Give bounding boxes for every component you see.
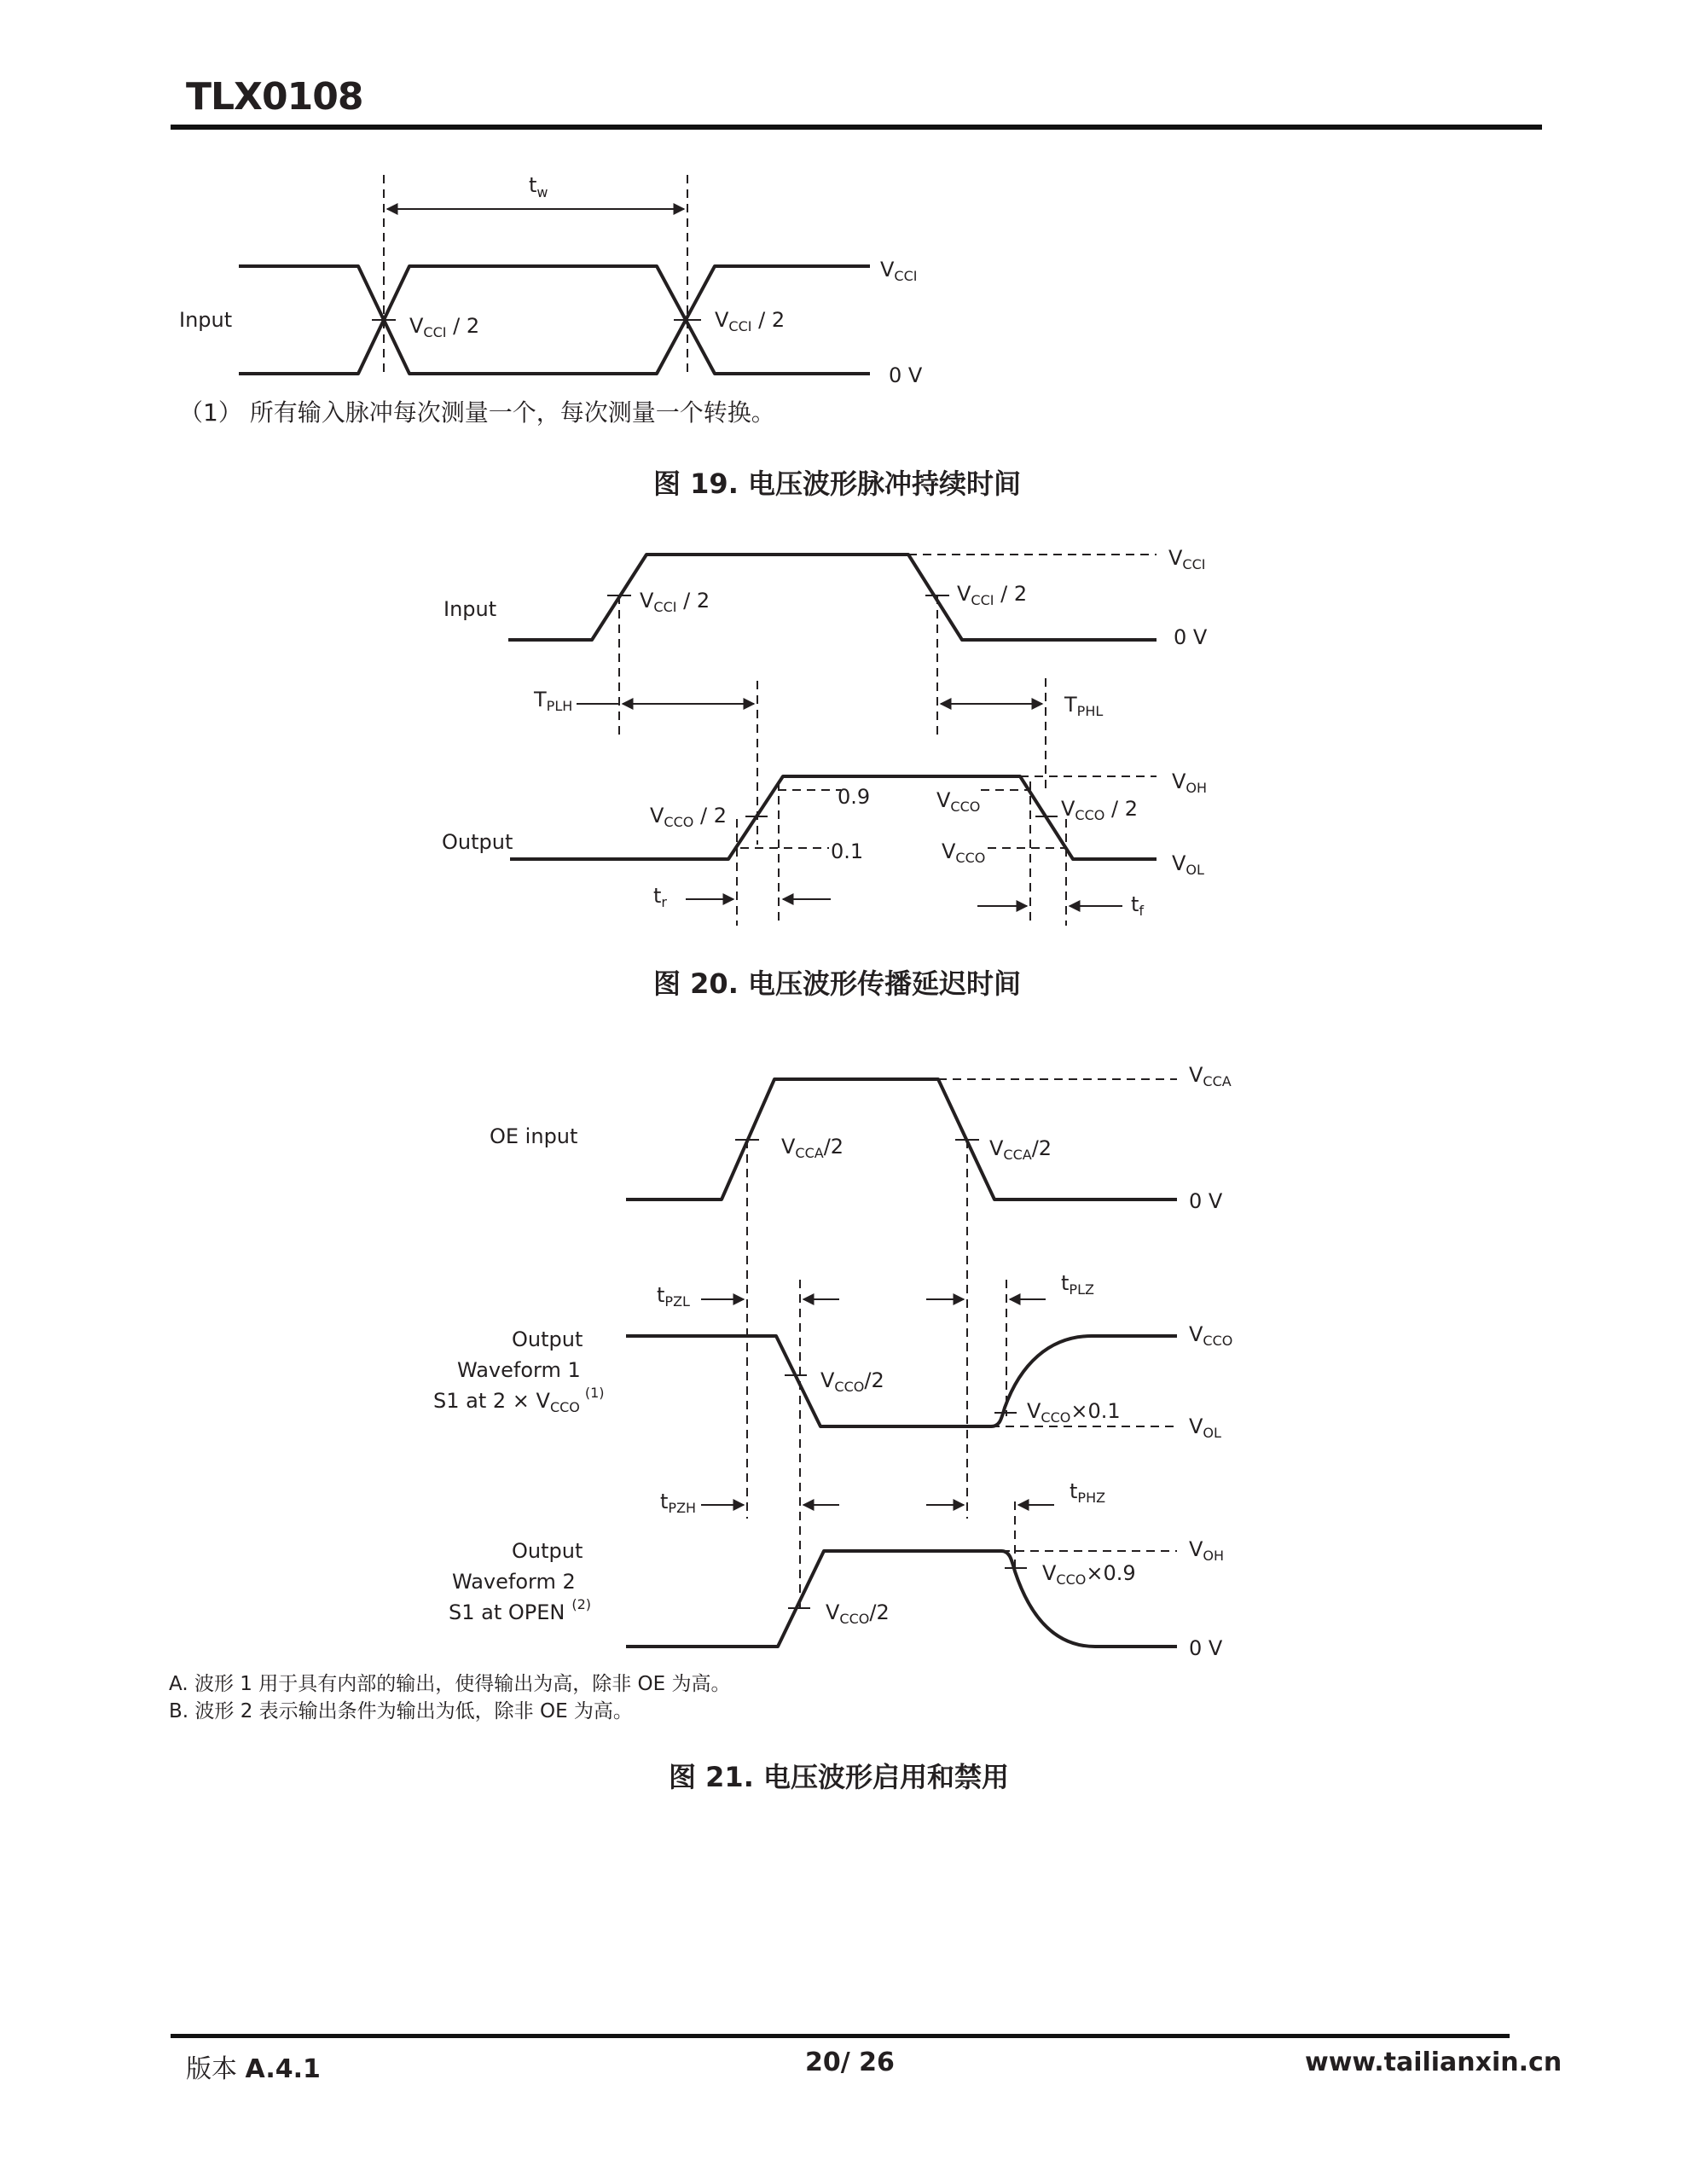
fig19-input-label: Input bbox=[179, 308, 233, 332]
fig21-tpzh-label: $t_{PZH}$ bbox=[660, 1490, 697, 1516]
fig20-p09-label: 0.9 bbox=[838, 785, 871, 809]
fig20-tr-label: $t_r$ bbox=[653, 884, 667, 910]
fig21-note-b: B. 波形 2 表示输出条件为输出为低，除非 OE 为高。 bbox=[169, 1700, 633, 1722]
fig21-wf2-line1: Output bbox=[512, 1539, 583, 1563]
fig19-vcci-half-2: $V_{CCI} / 2$ bbox=[715, 308, 786, 334]
fig21-vol-label: $V_{OL}$ bbox=[1189, 1414, 1221, 1441]
fig21-wf1-vcco-01: $V_{CCO}\times 0.1$ bbox=[1027, 1399, 1121, 1426]
fig19-caption: 图 19. 电压波形脉冲持续时间 bbox=[653, 468, 1021, 500]
footer-website: www.tailianxin.cn bbox=[1305, 2048, 1562, 2077]
fig21-wf2-line3: S1 at OPEN $^{(2)}$ bbox=[449, 1596, 592, 1624]
footer-rule bbox=[171, 2034, 1510, 2038]
fig21-vcco-rail: $V_{CCO}$ bbox=[1189, 1322, 1233, 1349]
fig20-vcco-half-rise: $V_{CCO} / 2$ bbox=[650, 804, 727, 830]
tw-label: $t_w$ bbox=[529, 173, 548, 200]
fig21-vcca-rail: $V_{CCA}$ bbox=[1189, 1063, 1232, 1089]
fig21-voh-label: $V_{OH}$ bbox=[1189, 1537, 1225, 1564]
fig20-tplh-label: $T_{PLH}$ bbox=[534, 688, 573, 714]
fig19-vcci-half-1: $V_{CCI} / 2$ bbox=[409, 314, 480, 340]
fig21-oe-input-label: OE input bbox=[490, 1124, 578, 1148]
fig20-input-label: Input bbox=[443, 597, 497, 621]
fig20-p01-label: 0.1 bbox=[831, 839, 864, 863]
fig21-tphz-label: $t_{PHZ}$ bbox=[1070, 1479, 1106, 1506]
fig20-vcci-half-fall: $V_{CCI} / 2$ bbox=[957, 582, 1028, 608]
fig20-zero-v: 0 V bbox=[1174, 625, 1208, 649]
fig21-wf2-vcco-half: $V_{CCO}/2$ bbox=[826, 1600, 890, 1627]
fig20-tphl-label: $T_{PHL}$ bbox=[1064, 693, 1104, 719]
fig20-vcco-p09: $V_{CCO}$ bbox=[936, 788, 981, 815]
footer-page-number: 20/ 26 bbox=[805, 2048, 895, 2077]
figure-21 bbox=[169, 1063, 1232, 1793]
fig21-zero-v-bottom: 0 V bbox=[1189, 1636, 1223, 1660]
fig21-wf1-line1: Output bbox=[512, 1327, 583, 1351]
fig21-zero-v-top: 0 V bbox=[1189, 1189, 1223, 1213]
fig19-rail-low: 0 V bbox=[889, 363, 923, 387]
fig21-wf1-line2: Waveform 1 bbox=[457, 1358, 581, 1382]
fig21-vcca-half-rise: $V_{CCA}/2$ bbox=[781, 1135, 844, 1161]
fig21-wf2-line2: Waveform 2 bbox=[452, 1570, 576, 1594]
fig21-caption: 图 21. 电压波形启用和禁用 bbox=[669, 1761, 1009, 1793]
figure-20 bbox=[442, 546, 1208, 1000]
fig20-vcci-rail: $V_{CCI}$ bbox=[1168, 546, 1206, 572]
fig20-vcco-half-fall: $V_{CCO} / 2$ bbox=[1061, 797, 1138, 823]
fig20-tf-label: $t_f$ bbox=[1131, 892, 1145, 919]
figure-19 bbox=[179, 173, 1021, 500]
fig21-wf1-line3: S1 at $2 \times V_{CCO}^{(1)}$ bbox=[433, 1385, 605, 1415]
fig20-vol-label: $V_{OL}$ bbox=[1172, 851, 1204, 878]
fig19-rail-high: $V_{CCI}$ bbox=[880, 258, 918, 284]
fig21-wf1-vcco-half: $V_{CCO}/2$ bbox=[820, 1368, 884, 1395]
footer-version: 版本 A.4.1 bbox=[186, 2054, 321, 2084]
fig21-note-a: A. 波形 1 用于具有内部的输出，使得输出为高，除非 OE 为高。 bbox=[169, 1673, 731, 1695]
fig19-note: （1） 所有输入脉冲每次测量一个，每次测量一个转换。 bbox=[179, 398, 775, 427]
fig21-tpzl-label: $t_{PZL}$ bbox=[657, 1283, 690, 1310]
fig21-oe-wave bbox=[626, 1079, 1177, 1199]
fig20-voh-label: $V_{OH}$ bbox=[1172, 770, 1208, 796]
document-title: TLX0108 bbox=[186, 75, 363, 119]
fig20-vcci-half-rise: $V_{CCI} / 2$ bbox=[640, 589, 710, 615]
fig20-input-wave bbox=[508, 555, 1157, 640]
fig20-caption: 图 20. 电压波形传播延迟时间 bbox=[653, 967, 1021, 1000]
fig20-output-label: Output bbox=[442, 830, 513, 854]
fig21-tplz-label: $t_{PLZ}$ bbox=[1061, 1271, 1094, 1298]
fig20-vcco-p01: $V_{CCO}$ bbox=[942, 839, 986, 866]
fig21-vcca-half-fall: $V_{CCA}/2$ bbox=[989, 1136, 1052, 1163]
fig21-wf2-vcco-09: $V_{CCO}\times 0.9$ bbox=[1042, 1561, 1136, 1588]
